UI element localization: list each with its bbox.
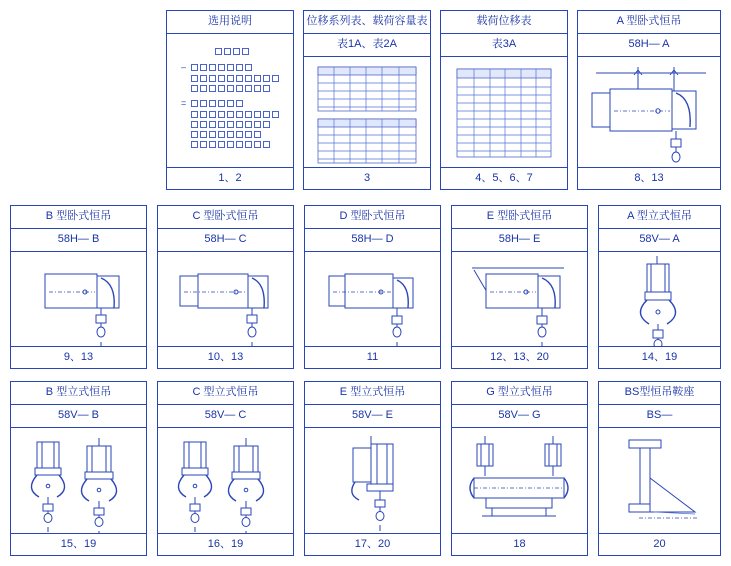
glyph-block bbox=[200, 121, 207, 128]
glyph-block bbox=[254, 85, 261, 92]
card-subheader: 58V— C bbox=[158, 405, 293, 428]
glyph-block bbox=[227, 64, 234, 71]
card-type-a-horizontal[interactable] bbox=[577, 10, 721, 190]
glyph-block bbox=[227, 141, 234, 148]
card-footer: 9、13 bbox=[11, 346, 146, 369]
hanger-g-vertical-drawing bbox=[452, 428, 587, 532]
card-subheader: 58V— A bbox=[599, 229, 720, 252]
glyph-block bbox=[218, 100, 225, 107]
card-header: C 型立式恒吊 bbox=[158, 382, 293, 405]
glyph-block bbox=[209, 64, 216, 71]
card-figure-vertical-c bbox=[158, 428, 293, 532]
hanger-e-vertical-drawing bbox=[305, 428, 440, 532]
card-header: C 型卧式恒吊 bbox=[158, 206, 293, 229]
glyph-block bbox=[191, 100, 198, 107]
glyph-block bbox=[218, 131, 225, 138]
card-subheader: 表3A bbox=[441, 34, 567, 57]
card-header: G 型立式恒吊 bbox=[452, 382, 587, 405]
card-footer: 12、13、20 bbox=[452, 346, 587, 369]
glyph-block bbox=[227, 111, 234, 118]
card-figure-vertical-b bbox=[11, 428, 146, 532]
card-type-b-vertical[interactable] bbox=[10, 381, 147, 556]
card-subheader: 58V— E bbox=[305, 405, 440, 428]
glyph-block bbox=[245, 111, 252, 118]
glyph-block bbox=[200, 131, 207, 138]
glyph-block bbox=[236, 85, 243, 92]
card-subheader: 58H— D bbox=[305, 229, 440, 252]
glyph-block bbox=[200, 100, 207, 107]
card-header: B 型立式恒吊 bbox=[11, 382, 146, 405]
mini-tables-svg bbox=[304, 57, 430, 166]
glyph-block bbox=[209, 121, 216, 128]
hanger-c-horizontal-drawing bbox=[158, 252, 293, 345]
glyph-block bbox=[254, 111, 261, 118]
glyph-block bbox=[218, 75, 225, 82]
glyph-block bbox=[215, 48, 222, 55]
hanger-a-vertical-drawing bbox=[599, 252, 720, 345]
mini-table-svg bbox=[441, 57, 567, 166]
card-type-b-horizontal[interactable] bbox=[10, 205, 147, 369]
glyph-block bbox=[236, 100, 243, 107]
glyph-block bbox=[191, 64, 198, 71]
bs-saddle-drawing bbox=[599, 428, 720, 532]
card-figure-text-notes bbox=[167, 34, 293, 166]
glyph-block bbox=[227, 75, 234, 82]
card-subheader: 58V— B bbox=[11, 405, 146, 428]
card-header: B 型卧式恒吊 bbox=[11, 206, 146, 229]
glyph-block bbox=[245, 121, 252, 128]
notes-pseudo-text bbox=[181, 48, 283, 151]
glyph-block bbox=[245, 85, 252, 92]
card-type-e-vertical[interactable] bbox=[304, 381, 441, 556]
glyph-block bbox=[263, 75, 270, 82]
card-type-g-vertical[interactable] bbox=[451, 381, 588, 556]
card-figure-tables-one bbox=[441, 57, 567, 166]
card-header: E 型立式恒吊 bbox=[305, 382, 440, 405]
glyph-block bbox=[227, 100, 234, 107]
glyph-block bbox=[191, 121, 198, 128]
glyph-block bbox=[245, 75, 252, 82]
glyph-block bbox=[263, 141, 270, 148]
card-figure-vertical-g bbox=[452, 428, 587, 532]
card-footer: 16、19 bbox=[158, 533, 293, 556]
hanger-e-horizontal-drawing bbox=[452, 252, 587, 345]
glyph-block bbox=[200, 85, 207, 92]
card-figure-horizontal-e bbox=[452, 252, 587, 345]
card-header: A 型卧式恒吊 bbox=[578, 11, 720, 34]
glyph-block bbox=[227, 85, 234, 92]
hanger-c-vertical-drawing bbox=[158, 428, 293, 532]
card-header: D 型卧式恒吊 bbox=[305, 206, 440, 229]
card-footer: 1、2 bbox=[167, 167, 293, 190]
glyph-block bbox=[236, 121, 243, 128]
glyph-block bbox=[236, 111, 243, 118]
bullet-equals: = bbox=[181, 98, 187, 109]
card-footer: 18 bbox=[452, 533, 587, 556]
card-footer: 20 bbox=[599, 533, 720, 556]
card-header: E 型卧式恒吊 bbox=[452, 206, 587, 229]
card-footer: 11 bbox=[305, 346, 440, 369]
hanger-b-vertical-drawing bbox=[11, 428, 146, 532]
glyph-block bbox=[245, 141, 252, 148]
glyph-block bbox=[245, 64, 252, 71]
glyph-block bbox=[191, 75, 198, 82]
card-footer: 4、5、6、7 bbox=[441, 167, 567, 190]
card-footer: 10、13 bbox=[158, 346, 293, 369]
card-type-a-vertical[interactable] bbox=[598, 205, 721, 369]
card-load-displacement[interactable] bbox=[440, 10, 568, 190]
glyph-block bbox=[227, 121, 234, 128]
card-type-c-vertical[interactable] bbox=[157, 381, 294, 556]
glyph-block bbox=[272, 75, 279, 82]
glyph-block bbox=[236, 75, 243, 82]
glyph-block bbox=[224, 48, 231, 55]
card-type-c-horizontal[interactable] bbox=[157, 205, 294, 369]
glyph-block bbox=[263, 85, 270, 92]
card-displacement-series[interactable] bbox=[303, 10, 431, 190]
glyph-block bbox=[254, 131, 261, 138]
card-type-e-horizontal[interactable] bbox=[451, 205, 588, 369]
card-footer: 14、19 bbox=[599, 346, 720, 369]
card-figure-horizontal-b bbox=[11, 252, 146, 345]
card-subheader: 表1A、表2A bbox=[304, 34, 430, 57]
hanger-b-horizontal-drawing bbox=[11, 252, 146, 345]
glyph-block bbox=[218, 121, 225, 128]
card-header: BS型恒吊鞍座 bbox=[599, 382, 720, 405]
glyph-block bbox=[233, 48, 240, 55]
card-type-d-horizontal[interactable] bbox=[304, 205, 441, 369]
glyph-block bbox=[236, 64, 243, 71]
card-selection-notes[interactable] bbox=[166, 10, 294, 190]
glyph-block bbox=[209, 75, 216, 82]
card-figure-horizontal-d bbox=[305, 252, 440, 345]
glyph-block bbox=[242, 48, 249, 55]
glyph-block bbox=[200, 111, 207, 118]
glyph-block bbox=[218, 111, 225, 118]
glyph-block bbox=[218, 85, 225, 92]
glyph-block bbox=[191, 131, 198, 138]
glyph-block bbox=[254, 121, 261, 128]
glyph-block bbox=[200, 75, 207, 82]
card-footer: 17、20 bbox=[305, 533, 440, 556]
card-footer: 15、19 bbox=[11, 533, 146, 556]
glyph-block bbox=[236, 131, 243, 138]
glyph-block bbox=[245, 131, 252, 138]
glyph-block bbox=[191, 111, 198, 118]
card-subheader: 58H— B bbox=[11, 229, 146, 252]
glyph-block bbox=[200, 141, 207, 148]
card-bs-saddle[interactable] bbox=[598, 381, 721, 556]
glyph-block bbox=[209, 141, 216, 148]
glyph-block bbox=[209, 111, 216, 118]
card-subheader: 58H— E bbox=[452, 229, 587, 252]
card-header: 位移系列表、载荷容量表 bbox=[304, 11, 430, 34]
glyph-block bbox=[263, 121, 270, 128]
card-figure-saddle-bs bbox=[599, 428, 720, 532]
glyph-block bbox=[191, 85, 198, 92]
card-subheader: 58H— C bbox=[158, 229, 293, 252]
card-subheader: 58V— G bbox=[452, 405, 587, 428]
bullet-dash: – bbox=[181, 62, 187, 73]
glyph-block bbox=[209, 85, 216, 92]
card-figure-vertical-e bbox=[305, 428, 440, 532]
hanger-d-horizontal-drawing bbox=[305, 252, 440, 345]
card-header: A 型立式恒吊 bbox=[599, 206, 720, 229]
hanger-a-horizontal-drawing bbox=[578, 57, 720, 166]
card-figure-horizontal-c bbox=[158, 252, 293, 345]
glyph-block bbox=[254, 141, 261, 148]
card-header: 载荷位移表 bbox=[441, 11, 567, 34]
glyph-block bbox=[236, 141, 243, 148]
glyph-block bbox=[227, 131, 234, 138]
card-footer: 8、13 bbox=[578, 167, 720, 190]
glyph-block bbox=[218, 141, 225, 148]
glyph-block bbox=[272, 111, 279, 118]
glyph-block bbox=[218, 64, 225, 71]
card-subheader: BS— bbox=[599, 405, 720, 428]
glyph-block bbox=[209, 131, 216, 138]
glyph-block bbox=[254, 75, 261, 82]
glyph-block bbox=[263, 111, 270, 118]
glyph-block bbox=[209, 100, 216, 107]
card-subheader: 58H— A bbox=[578, 34, 720, 57]
card-figure-horizontal-a bbox=[578, 57, 720, 166]
card-header: 选用说明 bbox=[167, 11, 293, 34]
glyph-block bbox=[191, 141, 198, 148]
glyph-block bbox=[200, 64, 207, 71]
card-figure-tables-two bbox=[304, 57, 430, 166]
card-figure-vertical-a bbox=[599, 252, 720, 345]
card-footer: 3 bbox=[304, 167, 430, 190]
